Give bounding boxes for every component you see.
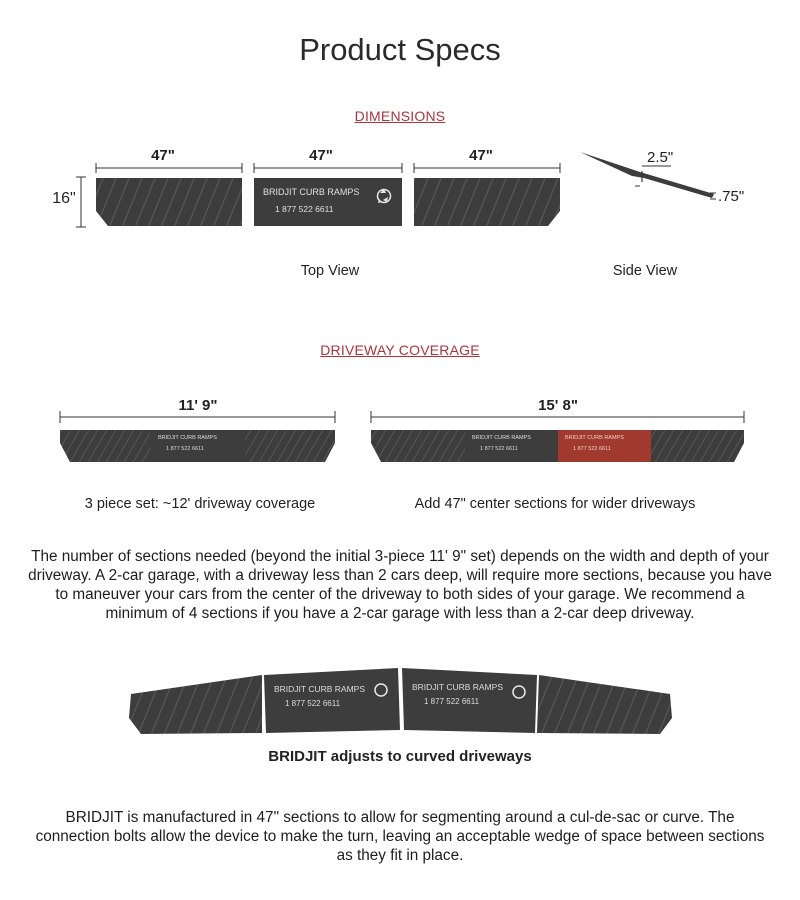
brand-text-cov-left: BRIDJIT CURB RAMPS (158, 435, 217, 441)
coverage-left-caption: 3 piece set: ~12' driveway coverage (84, 496, 316, 512)
brand-text-cov-right-2: BRIDJIT CURB RAMPS (565, 435, 624, 441)
brand-text-curved-2: BRIDJIT CURB RAMPS (412, 682, 503, 692)
curved-segment-left (129, 675, 262, 734)
phone-text-top: 1 877 522 6611 (275, 204, 334, 214)
side-thickness-label: 2.5" (647, 149, 674, 166)
dimensions-heading: DIMENSIONS (354, 108, 446, 124)
curved-segment-right (537, 675, 672, 734)
coverage-left-length: 11' 9" (178, 397, 218, 414)
curved-caption: BRIDJIT adjusts to curved driveways (268, 748, 532, 765)
top-view-label: Top View (300, 263, 360, 279)
side-view-diagram (580, 149, 744, 205)
coverage-paragraph: The number of sections needed (beyond the initial 3-piece 11' 9" set) depends on the width and depth of your driveway. A 2-car garage, with a driveway less than 2 cars deep, will require more sections, because you have to maneuver your cars from the center of the driveway to both sides of your garage. We recommend a minimum of 4 sections if you have a 2-car garage with less than a 2-car deep driveway. (28, 548, 772, 622)
side-edge-label: .75" (718, 188, 745, 205)
phone-text-curved-2: 1 877 522 6611 (424, 697, 480, 706)
curved-ramp (129, 668, 672, 734)
brand-text-top: BRIDJIT CURB RAMPS (263, 187, 360, 197)
width-label-right: 47" (469, 147, 493, 164)
phone-text-curved-1: 1 877 522 6611 (285, 699, 341, 708)
coverage-right-caption: Add 47" center sections for wider driveways (414, 496, 696, 512)
curved-paragraph: BRIDJIT is manufactured in 47" sections to allow for segmenting around a cul-de-sac or curve. The connection bolts allow the device to make the turn, leaving an acceptable wedge of space between sections as they fit in place. (35, 809, 765, 864)
phone-text-cov-right-2: 1 877 522 6611 (573, 446, 611, 452)
coverage-heading: DRIVEWAY COVERAGE (320, 342, 480, 358)
phone-text-cov-left: 1 877 522 6611 (166, 446, 204, 452)
brand-text-curved-1: BRIDJIT CURB RAMPS (274, 684, 365, 694)
brand-text-cov-right-1: BRIDJIT CURB RAMPS (472, 435, 531, 441)
coverage-right-length: 15' 8" (538, 397, 578, 414)
page-title: Product Specs (299, 32, 501, 67)
side-view-label: Side View (612, 263, 678, 279)
ramp-section-right (414, 178, 560, 226)
height-label: 16" (52, 190, 76, 207)
width-label-center: 47" (309, 147, 333, 164)
phone-text-cov-right-1: 1 877 522 6611 (480, 446, 518, 452)
width-label-left: 47" (151, 147, 175, 164)
ramp-section-left (96, 178, 242, 226)
